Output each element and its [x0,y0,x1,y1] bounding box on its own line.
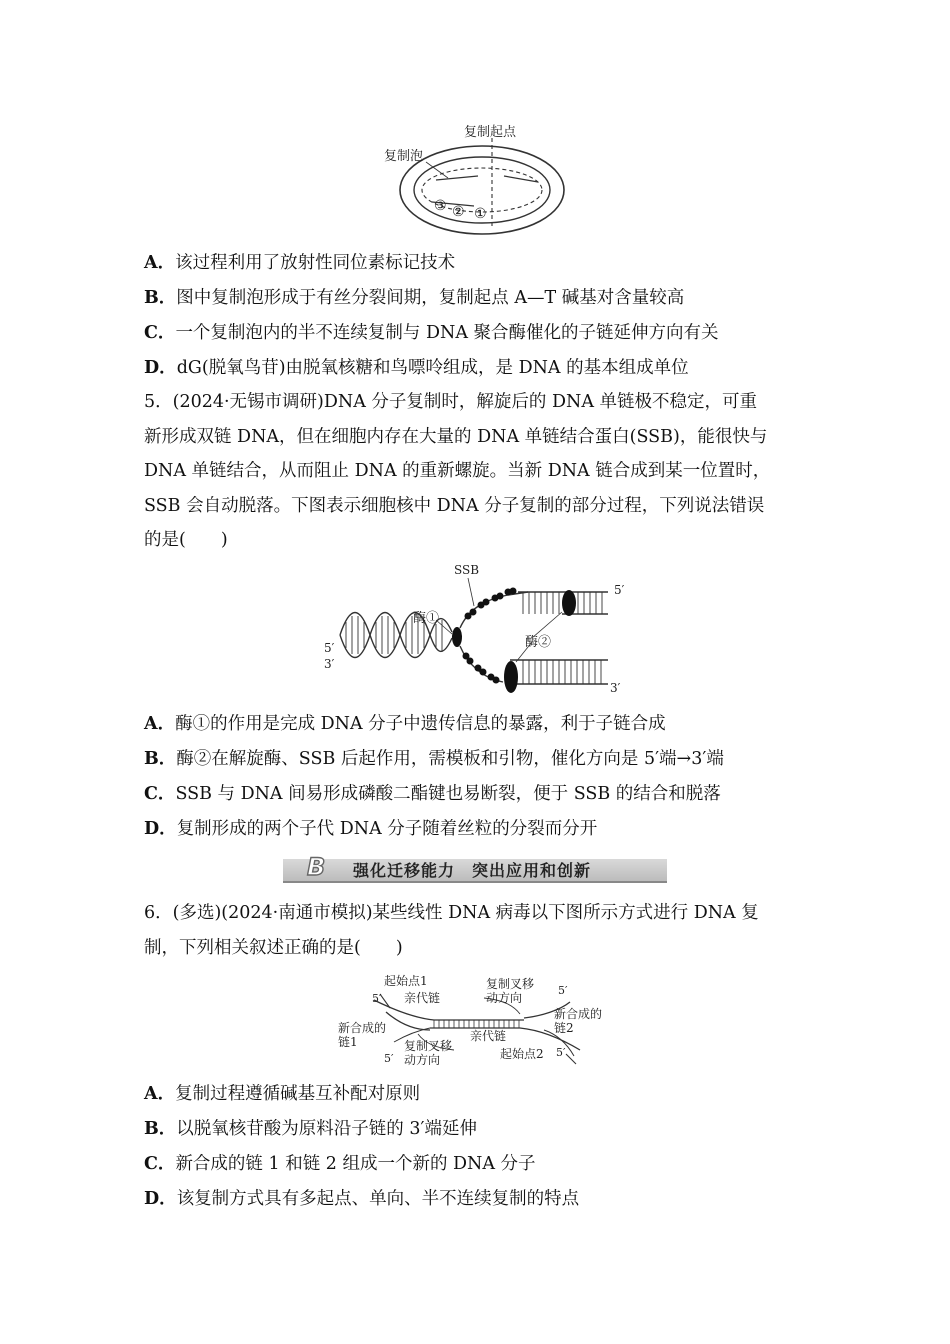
arrow-left [436,176,478,180]
label-fork-top-1: 复制叉移 [486,977,535,991]
banner-badge: B [307,853,326,881]
figure-ssb-replication [318,560,648,700]
marker-1: ① [474,206,487,222]
marker-3: ③ [434,198,447,214]
label-5-prime-left: 5′ [324,641,335,655]
section-banner [283,853,667,883]
q5-option-a: A．酶①的作用是完成 DNA 分子中遗传信息的暴露，利于子链合成 [144,714,666,734]
label-origin-2: 起始点2 [500,1047,544,1061]
q6-option-c: C．新合成的链 1 和链 2 组成一个新的 DNA 分子 [144,1154,536,1174]
label-5-prime-bottom-left: 5′ [384,1052,394,1065]
q4-option-a: A．该过程利用了放射性同位素标记技术 [144,253,456,273]
q5-option-b: B．酶②在解旋酶、SSB 后起作用，需模板和引物，催化方向是 5′端→3′端 [144,749,724,769]
label-fork-top-2: 动方向 [486,991,523,1005]
q6-option-a: A．复制过程遵循碱基互补配对原则 [144,1084,421,1104]
enzyme-2-lower [504,661,518,693]
label-3-prime-left: 3′ [324,657,335,671]
label-new-1-a: 新合成的 [338,1021,387,1035]
arrow-right [504,176,538,182]
q5-option-c: C．SSB 与 DNA 间易形成磷酸二酯键也易断裂，便于 SSB 的结合和脱落 [144,784,721,804]
figure-linear-dna-replication [334,972,624,1072]
label-5-prime-right: 5′ [614,583,625,597]
label-5-prime-top-right: 5′ [558,984,568,997]
label-origin: 复制起点 [464,125,517,140]
q6-option-b: B．以脱氧核苷酸为原料沿子链的 3′端延伸 [144,1119,477,1139]
label-5-prime-bottom-right: 5′ [556,1046,566,1059]
lower-ladder [523,660,601,684]
q6-stem: 6．(多选)(2024·南通市模拟)某些线性 DNA 病毒以下图所示方式进行 DNA 复 制，下列相关叙述正确的是( ) [144,903,759,958]
label-ssb: SSB [454,563,480,577]
label-parent-1: 亲代链 [404,991,441,1005]
enzyme-2-upper [562,590,576,616]
q4-option-d: D．dG(脱氧鸟苷)由脱氧核糖和鸟嘌呤组成，是 DNA 的基本组成单位 [144,358,689,378]
label-enzyme-2: 酶② [525,635,552,650]
label-parent-2: 亲代链 [470,1029,507,1043]
label-new-1-b: 链1 [338,1035,358,1049]
label-fork-bottom-2: 动方向 [404,1053,441,1067]
banner-text: 强化迁移能力 突出应用和创新 [353,861,592,880]
base-pairs [434,1020,519,1028]
enzyme-1-shape [452,627,462,647]
label-3-prime-right: 3′ [610,681,621,695]
label-enzyme-1: 酶① [413,611,440,626]
label-new-2-a: 新合成的 [554,1007,603,1021]
q4-option-c: C．一个复制泡内的半不连续复制与 DNA 聚合酶催化的子链延伸方向有关 [144,323,719,343]
label-fork-bottom-1: 复制叉移 [404,1039,453,1053]
marker-2: ② [452,204,465,220]
q5-option-d: D．复制形成的两个子代 DNA 分子随着丝粒的分裂而分开 [144,819,598,839]
figure-replication-bubble [378,118,578,240]
label-origin-1: 起始点1 [384,974,428,988]
q4-option-b: B．图中复制泡形成于有丝分裂间期，复制起点 A—T 碱基对含量较高 [144,288,685,308]
q5-stem: 5．(2024·无锡市调研)DNA 分子复制时，解旋后的 DNA 单链极不稳定，可重 新形成双链 DNA，但在细胞内存在大量的 DNA 单链结合蛋白(SSB)，能很快与 DNA 单链结合，从而阻止 DNA 的重新螺旋。当新 DNA 链合成到某一位置时， SSB 会自动脱落。下图表示细胞核中 DNA 分子复制的部分过程，下列说法错误 的是( ) [144,392,771,550]
label-bubble: 复制泡 [384,149,424,164]
label-new-2-b: 链2 [554,1021,574,1035]
label-5-prime-top-left: 5′ [372,992,382,1005]
q6-option-d: D．该复制方式具有多起点、单向、半不连续复制的特点 [144,1189,580,1209]
